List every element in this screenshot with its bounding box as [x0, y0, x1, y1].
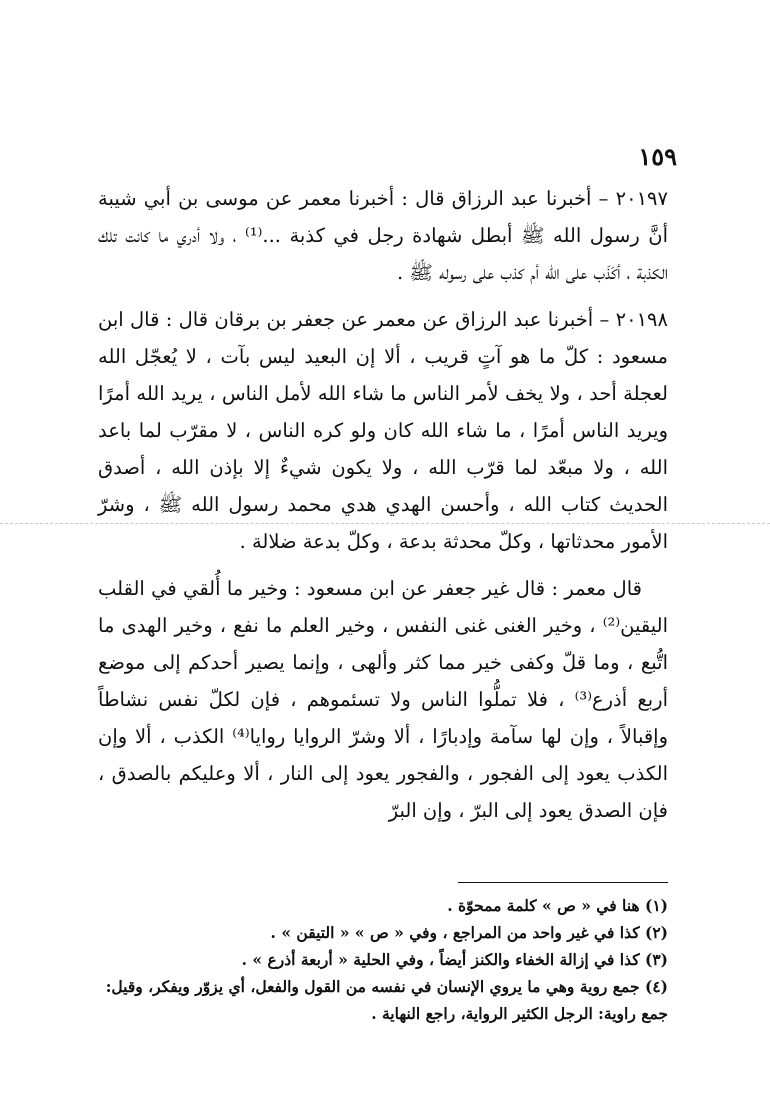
footnote-2: (٢) كذا في غير واحد من المراجع ، وفي « ص » « التيقن » . [270, 923, 668, 942]
footnotes [98, 892, 668, 1027]
page-number: ١٥٩ [638, 142, 677, 171]
main-text [98, 180, 668, 829]
mamar-narration: قال معمر : قال غير جعفر عن ابن مسعود : وخير ما أُلقي في القلب اليقين⁽²⁾ ، وخير الغنى غنى النفس ، وخير العلم ما نفع ، وخير الهدى ما اتُّبع ، وما قلّ وكفى خير مما كثر وألهى ، وإنما يصير أحدكم إلى موضع أربع أذرع⁽³⁾ ، فلا تملُّوا الناس ولا تسئموهم ، فإن لكلّ نفس نشاطاً وإقبالاً ، وإن لها سآمة وإدبارًا ، ألا وشرّ الروايا روايا⁽⁴⁾ الكذب ، ألا وإن الكذب يعود إلى الفجور ، والفجور يعود إلى النار ، ألا وعليكم بالصدق ، فإن الصدق يعود إلى البرّ ، وإن البرّ [98, 577, 669, 822]
hadith-20198: ٢٠١٩٨ – أخبرنا عبد الرزاق عن معمر عن جعفر بن برقان قال : قال ابن مسعود : كلّ ما هو آتٍ قريب ، ألا إن البعيد ليس بآت ، لا يُعجّل الله لعجلة أحد ، ولا يخف لأمر الناس ما شاء الله لأمل الناس ، يريد الله أمرًا ويريد الناس أمرًا ، ما شاء الله كان ولو كره الناس ، لا مقرّب لما باعد الله ، ولا مبعّد لما قرّب الله ، ولا يكون شيءٌ إلا بإذن الله ، أصدق الحديث كتاب الله ، وأحسن الهدي هدي محمد رسول الله ﷺ ، وشرّ الأمور محدثاتها ، وكلّ محدثة بدعة ، وكلّ بدعة ضلالة . [98, 308, 668, 553]
footnote-separator [458, 882, 668, 883]
footnote-4: (٤) جمع روية وهي ما يروي الإنسان في نفسه من القول والفعل، أي يزوّر ويفكر، وقيل: جمع راوية: الرجل الكثير الرواية، راجع النهاية . [105, 977, 668, 1023]
hadith-20197: ٢٠١٩٧ – أخبرنا عبد الرزاق قال : أخبرنا معمر عن موسى بن أبي شيبة أنَّ رسول الله ﷺ أبطل شهادة رجل في كذبة ...⁽¹⁾ ، ولا أدري ما كانت تلك الكذبة ، أكَذَب على الله أم كذب على رسوله ﷺ . [98, 187, 668, 284]
footnote-3: (٣) كذا في إزالة الخفاء والكنز أيضاً ، وفي الحلية « أربعة أذرع » . [241, 950, 668, 969]
footnote-1: (١) هنا في « ص » كلمة ممحوّة . [447, 896, 668, 915]
scan-artifact-line [0, 523, 770, 524]
